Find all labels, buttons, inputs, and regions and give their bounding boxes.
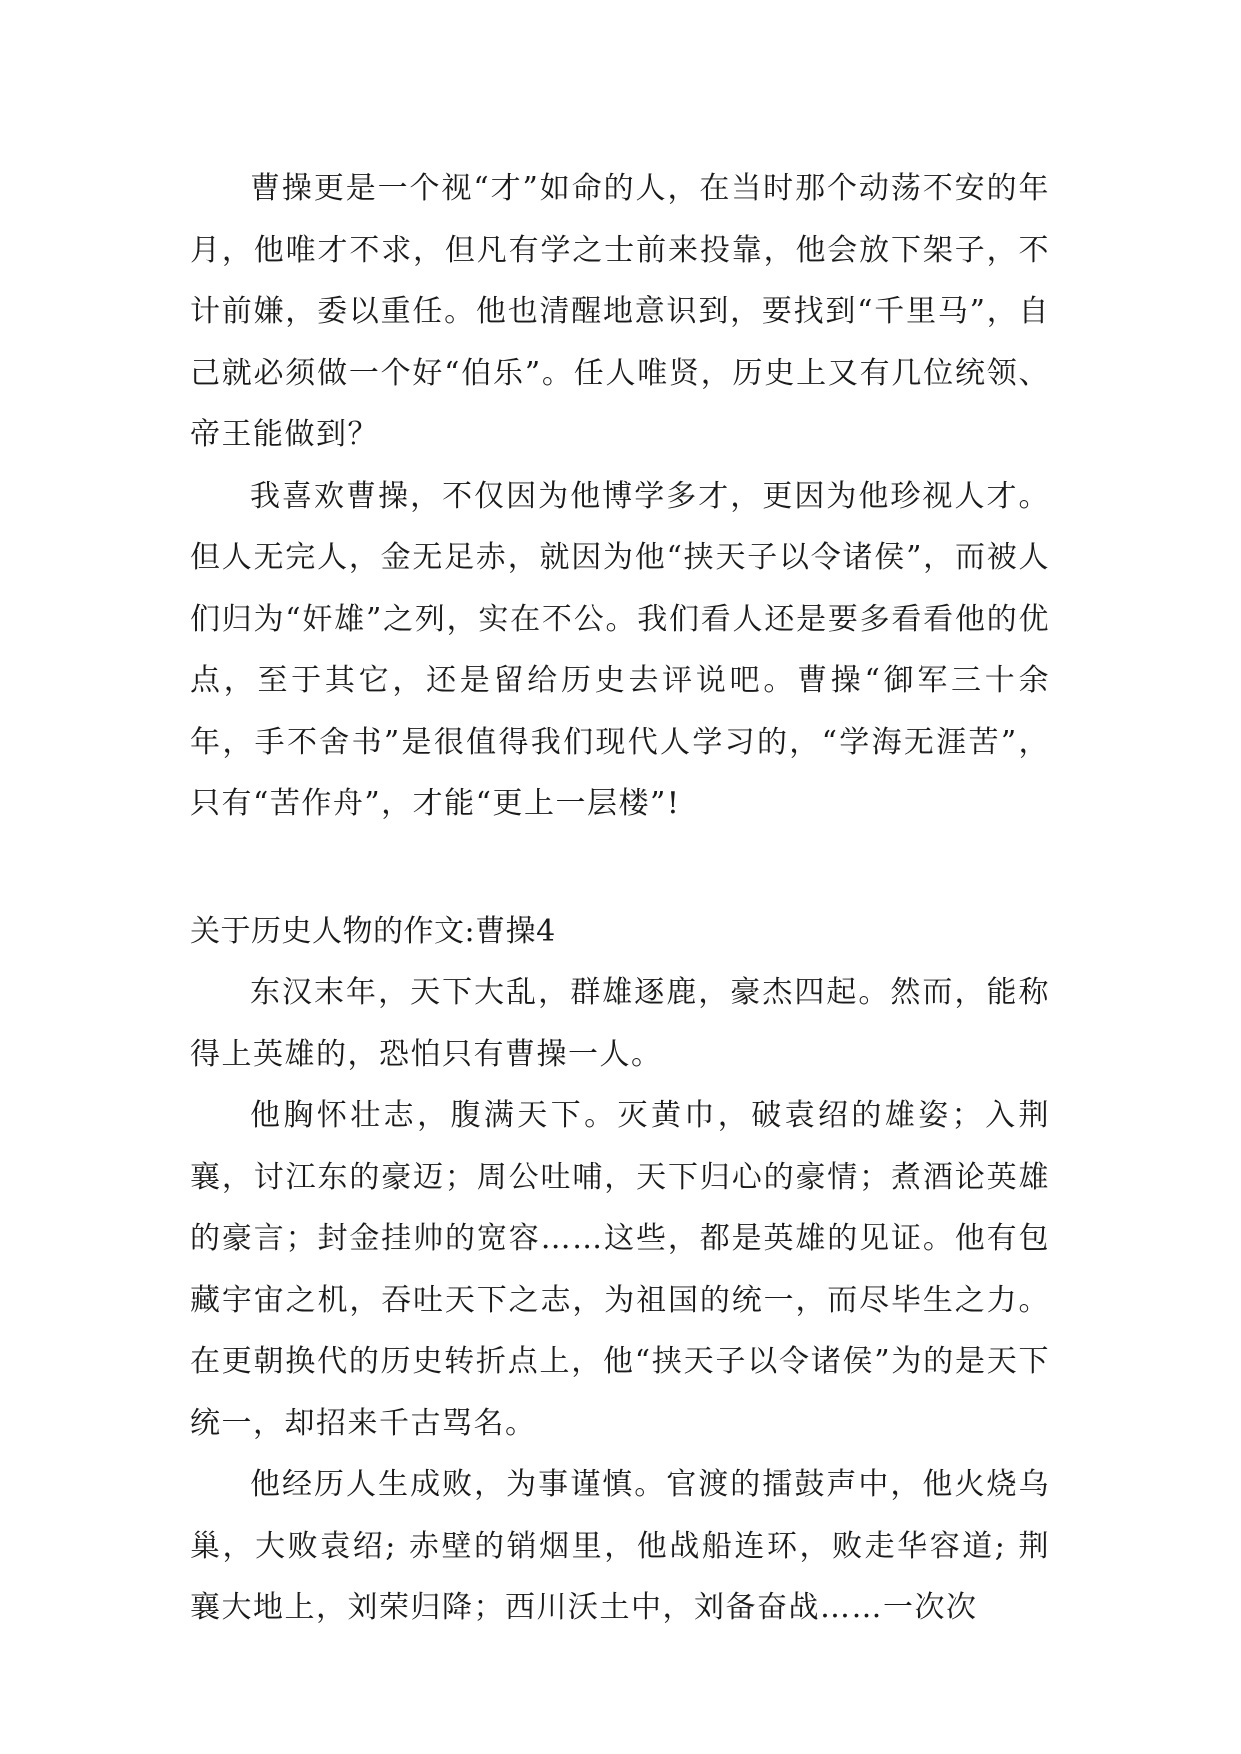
section-title: 关于历史人物的作文:曹操4: [190, 913, 556, 949]
paragraph: 东汉末年，天下大乱，群雄逐鹿，豪杰四起。然而，能称得上英雄的，恐怕只有曹操一人。: [190, 975, 1050, 1072]
paragraph: 曹操更是一个视“才”如命的人，在当时那个动荡不安的年月，他唯才不求，但凡有学之士前来投靠，他会放下架子，不计前嫌，委以重任。他也清醒地意识到，要找到“千里马”，自己就必须做一个好“伯乐”。任人唯贤，历史上又有几位统领、帝王能做到？: [190, 171, 1050, 452]
paragraph: 他胸怀壮志，腹满天下。灭黄巾，破袁绍的雄姿；入荆襄，讨江东的豪迈；周公吐哺，天下归心的豪情；煮酒论英雄的豪言；封金挂帅的宽容……这些，都是英雄的见证。他有包藏宇宙之机，吞吐天下之志，为祖国的统一，而尽毕生之力。在更朝换代的历史转折点上，他“挟天子以令诸侯”为的是天下统一，却招来千古骂名。: [190, 1098, 1050, 1441]
paragraph: 我喜欢曹操，不仅因为他博学多才，更因为他珍视人才。但人无完人，金无足赤，就因为他“挟天子以令诸侯”，而被人们归为“奸雄”之列，实在不公。我们看人还是要多看看他的优点，至于其它，还是留给历史去评说吧。曹操“御军三十余年，手不舍书”是很值得我们现代人学习的，“学海无涯苦”，只有“苦作舟”，才能“更上一层楼”!: [190, 478, 1050, 821]
document-page: [190, 158, 1050, 1639]
paragraph: 他经历人生成败，为事谨慎。官渡的擂鼓声中，他火烧乌巢，大败袁绍; 赤壁的销烟里，他战船连环，败走华容道; 荆襄大地上，刘荣归降；西川沃土中，刘备奋战……一次次: [190, 1467, 1050, 1625]
